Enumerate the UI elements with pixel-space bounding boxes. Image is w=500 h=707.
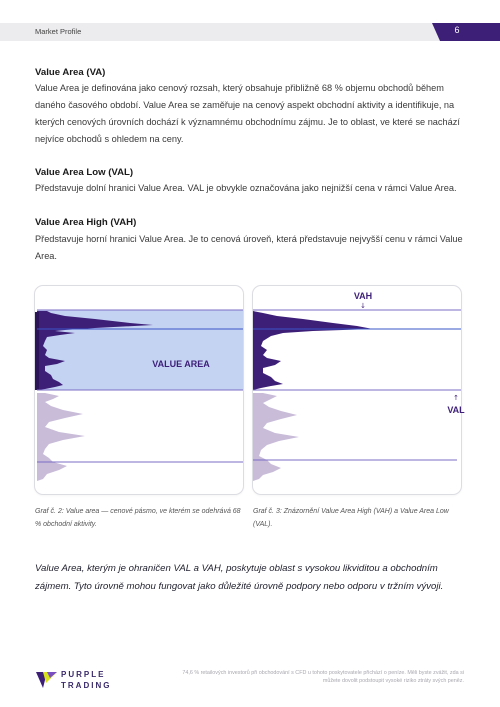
profile-light	[253, 393, 299, 481]
profile-edge	[35, 312, 39, 390]
logo-text-line1: PURPLE	[61, 670, 106, 679]
section-text-vah: Představuje horní hranici Value Area. Je to cenová úroveň, která představuje nejvyšší cenu v rámci Value Area.	[35, 234, 463, 261]
header-title: Market Profile	[35, 27, 82, 36]
vah-val-chart	[252, 285, 465, 495]
value-area-profile	[35, 286, 243, 494]
section-text-val: Představuje dolní hranici Value Area. VAL je obvykle označována jako nejnižší cena v rámci Value Area.	[35, 183, 457, 193]
section-heading-val: Value Area Low (VAL)	[35, 167, 134, 178]
val-label: VAL	[447, 405, 465, 415]
value-area-chart	[34, 285, 244, 495]
vah-arrow-icon: ↓	[360, 302, 366, 310]
profile-light	[37, 393, 85, 481]
section-text-va: Value Area je definována jako cenový rozsah, který obsahuje přibližně 68 % objemu obchodů během daného časového období. Value Area se zaměřuje na cenový aspekt obchodní aktivity a identifikuje, na kterých cenových úrovních dochází k významnému obchodnímu zájmu. Je to oblast, ve které se nachází nejvíce obchodů s ohledem na ceny.	[35, 83, 460, 144]
vah-label: VAH	[353, 291, 373, 301]
vah-val-profile	[253, 286, 465, 494]
val-arrow-icon: ↑	[453, 394, 459, 402]
section-heading-vah: Value Area High (VAH)	[35, 217, 137, 228]
risk-disclaimer: 74,6 % retailových investorů při obchodování s CFD u tohoto poskytovatele přichází o peníze. Měli byste zvážit, zda si můžete dovolit podstoupit vysoké riziko ztráty svých peněz.	[182, 670, 464, 684]
page-header	[0, 23, 500, 41]
summary-quote: Value Area, kterým je ohraničen VAL a VAH, poskytuje oblast s vysokou likviditou a obchodním zájmem. Tyto úrovně mohou fungovat jako důležité úrovně podpory nebo odporu v tržním vývoji.	[35, 563, 444, 592]
profile-dark	[253, 311, 373, 390]
caption-right: Graf č. 3: Znázornění Value Area High (VAH) a Value Area Low (VAL).	[253, 508, 449, 528]
section-heading-va: Value Area (VA)	[35, 67, 106, 78]
page-number: 6	[454, 25, 460, 35]
value-area-label: VALUE AREA	[152, 359, 210, 369]
caption-left: Graf č. 2: Value area — cenové pásmo, ve kterém se odehrává 68 % obchodní aktivity.	[35, 508, 241, 528]
page-number-tab	[432, 23, 500, 41]
purple-trading-logo	[35, 669, 59, 691]
logo-text-line2: TRADING	[61, 681, 112, 690]
